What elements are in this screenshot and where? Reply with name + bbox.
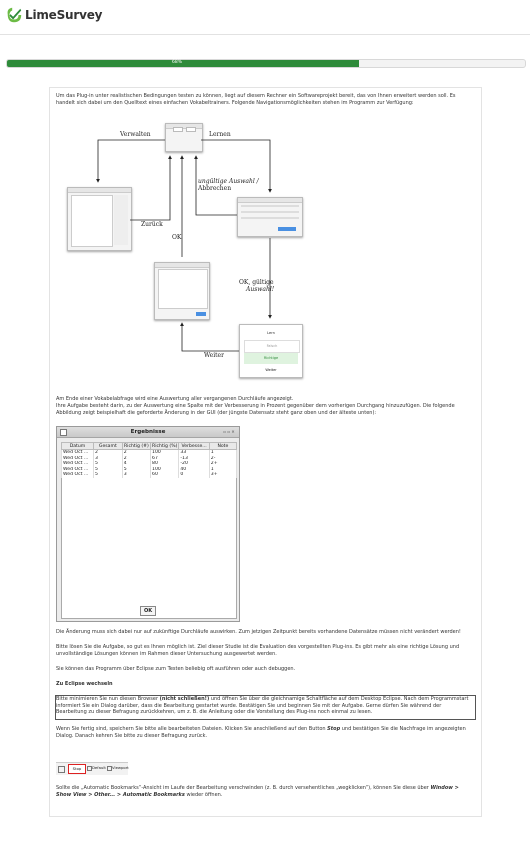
cell: 1 <box>209 467 236 473</box>
cell: 1 <box>209 450 236 456</box>
results-table <box>61 442 237 478</box>
col-datum[interactable]: Datum <box>62 443 94 450</box>
cell: 2 <box>93 450 122 456</box>
cell: 67 <box>151 456 179 462</box>
cell: 5 <box>93 472 122 478</box>
cell: Wed Oct ... <box>62 467 94 473</box>
cell: 33 <box>179 450 209 456</box>
cell: 40 <box>179 467 209 473</box>
eclipse-toolbar-screenshot <box>56 752 128 775</box>
col-gesamt[interactable]: Gesamt <box>93 443 122 450</box>
label-zurueck: Zurück <box>141 221 163 228</box>
diagram-menu-mid: Falsch <box>244 340 300 353</box>
label-verwalten: Verwalten <box>120 131 151 138</box>
cell: 2- <box>209 456 236 462</box>
para-aufgabe: Bitte lösen Sie die Aufgabe, so gut es Ihnen möglich ist. Ziel dieser Studie ist die Evaluation des vorgestellten Plug-ins. Es gibt mehr als eine richtige Lösung und unvollständige Lösungen können im Rahmen dieser Untersuchung ausgewertet werden. <box>56 644 460 657</box>
col-richtig-anz[interactable]: Richtig (#) <box>123 443 149 449</box>
toolbar-square-icon <box>58 766 65 773</box>
instruction-bold: (nicht schließen!) <box>159 696 210 702</box>
instruction-pre: Bitte minimieren Sie nun diesen Browser <box>56 696 160 702</box>
para-stop <box>56 726 474 739</box>
label-ok: OK <box>172 234 182 241</box>
stop-bold: Stop <box>327 726 341 732</box>
cell: 80 <box>151 461 179 467</box>
results-window-title: Ergebnisse <box>130 429 166 435</box>
label-ok-gueltig-2: Auswahl! <box>246 286 275 293</box>
cell: 5 <box>93 461 122 467</box>
cell: 0 <box>179 472 209 478</box>
cell: Wed Oct ... <box>62 456 94 462</box>
cell: Wed Oct ... <box>62 450 94 456</box>
diagram-menu-green: Richtige <box>244 353 298 364</box>
col-verbesserung[interactable]: Verbesse... <box>179 443 209 450</box>
cell: 3+ <box>209 472 236 478</box>
para-auswertung-1: Am Ende einer Vokabelabfrage wird eine Auswertung aller vergangenen Durchläufe angezeigt. <box>56 396 294 402</box>
bookmarks-post: wieder öffnen. <box>184 791 223 798</box>
stop-button[interactable] <box>68 764 86 774</box>
cell: Wed Oct ... <box>62 461 94 467</box>
diagram-menu-bottom: Weiter <box>265 368 277 372</box>
para-bookmarks <box>56 785 474 798</box>
results-ok-button[interactable]: OK <box>140 606 156 616</box>
label-weiter: Weiter <box>204 352 224 359</box>
results-window-titlebar <box>57 427 239 438</box>
cell: -13 <box>179 456 209 462</box>
cell: 3 <box>93 456 122 462</box>
heading-eclipse: Zu Eclipse wechseln <box>56 681 113 687</box>
cell: -20 <box>179 461 209 467</box>
table-row[interactable] <box>62 472 237 478</box>
stop-post: und bestätigen Sie die Nachfrage im angezeigten Dialog. Danach kehren Sie bitte zu dieser Befragung zurück. <box>56 726 466 739</box>
cell: Wed Oct ... <box>62 472 94 478</box>
results-window <box>56 426 240 622</box>
progress-label: 68% <box>171 60 182 65</box>
bookmarks-pre: Sollte die „Automatic Bookmarks“-Ansicht im Laufe der Bearbeitung verschwinden (z. B. durch versehentliches „wegklicken“), können Sie diese über <box>56 785 431 791</box>
label-lernen: Lernen <box>209 131 231 138</box>
viewport-label: Viewport <box>112 765 129 770</box>
para-auswertung-2: Ihre Aufgabe besteht darin, zu der Auswertung eine Spalte mit der Verbesserung in Prozent gegenüber dem vorherigen Durchgang hinzuzufügen. Die folgende Abbildung zeigt beispielhaft die geforderte Änderung in der GUI (der jüngste Datensatz steht ganz oben und der älteste unten): <box>56 403 455 416</box>
stop-label: Stop <box>72 766 82 771</box>
label-ungueltig: ungültige Auswahl / <box>198 178 259 185</box>
label-abbrechen: Abbrechen <box>198 185 232 192</box>
cell: 100 <box>151 467 179 473</box>
window-icon <box>60 429 67 436</box>
cell: 2 <box>122 450 150 456</box>
cell: 5 <box>122 467 150 473</box>
instruction-text <box>56 696 473 716</box>
bookmarks-path: Window > Show View > Other... > Automatic Bookmarks <box>56 785 459 798</box>
intro-text: Um das Plug-in unter realistischen Bedingungen testen zu können, liegt auf diesem Rechner ein Softwareprojekt bereit, das von Ihnen erweitert werden soll. Es handelt sich dabei um den Quelltext eines einfachen Vokabeltrainers. Folgende Navigationsmöglichkeiten stehen im Programm zur Verfügung: <box>56 93 456 106</box>
cell: 60 <box>151 472 179 478</box>
window-controls-icon[interactable]: ▫ ▫ ✕ <box>223 429 235 434</box>
cell: 2 <box>122 456 150 462</box>
diagram-menu-top: Lern <box>267 331 275 335</box>
instruction-post: und öffnen Sie über die gleichnamige Schaltfläche auf dem Desktop Eclipse. Nach dem Programmstart informiert Sie ein Dialog darüber, dass die Bearbeitung gestartet wurde. Bestätigen Sie und beginnen Sie mit der Aufgabe. Gerne dürfen Sie während der Bearbeitung zu dieser Befragung zurückkehren, um z. B. die Anleitung oder die Vorstellung des Plug-ins noch einmal zu lesen. <box>56 696 469 716</box>
label-ok-gueltig-1: OK, gültige <box>239 279 274 286</box>
cell: 3 <box>122 472 150 478</box>
col-note[interactable]: Note <box>209 443 236 450</box>
default-label: Default <box>92 765 106 770</box>
para-aenderung: Die Änderung muss sich dabei nur auf zukünftige Durchläufe auswirken. Zum jetzigen Zeitpunkt bereits vorhandene Datensätze müssen nicht verändert werden! <box>56 629 461 635</box>
col-richtig-proz[interactable]: Richtig (%) <box>152 443 178 449</box>
para-eclipse-debug: Sie können das Programm über Eclipse zum Testen beliebig oft ausführen oder auch debuggen. <box>56 666 296 672</box>
brand-name: LimeSurvey <box>25 8 103 22</box>
cell: 2+ <box>209 461 236 467</box>
cell: 5 <box>93 467 122 473</box>
stop-pre: Wenn Sie fertig sind, speichern Sie bitte alle bearbeiteten Dateien. Klicken Sie anschließend auf den Button <box>56 726 328 732</box>
cell: 4 <box>122 461 150 467</box>
cell: 100 <box>151 450 179 456</box>
